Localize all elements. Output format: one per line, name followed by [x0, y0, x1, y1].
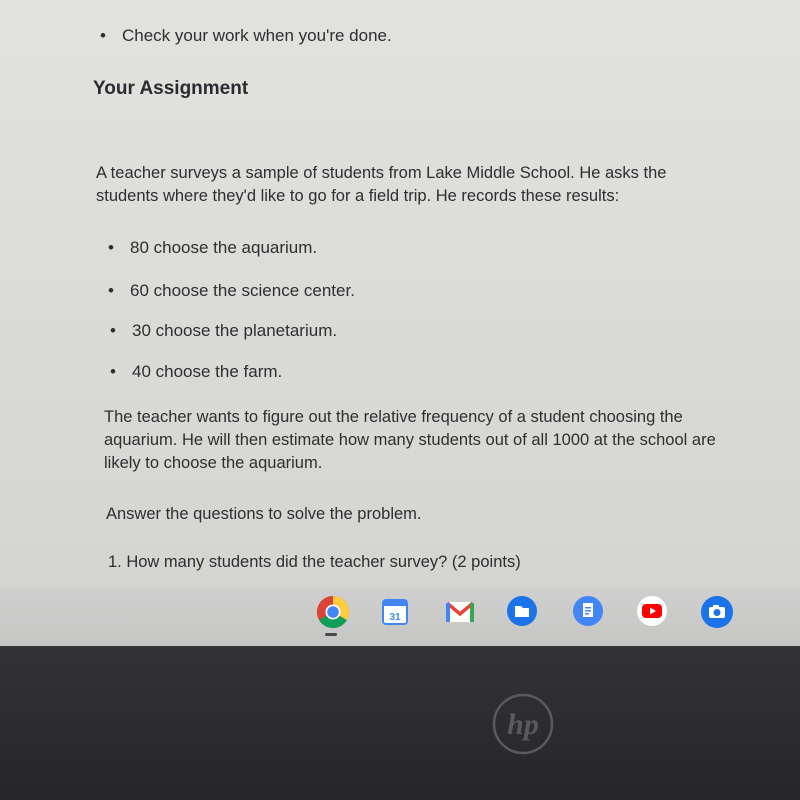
camera-icon[interactable]	[700, 595, 730, 625]
task-paragraph	[104, 406, 800, 475]
result-item	[110, 320, 337, 342]
files-icon[interactable]	[506, 595, 536, 625]
laptop-bezel	[0, 646, 800, 800]
calendar-day: 31	[389, 612, 401, 623]
active-app-indicator	[325, 633, 337, 636]
intro-line: students where they'd like to go for a field trip. He records these results:	[96, 187, 620, 205]
result-item	[110, 361, 282, 383]
chrome-icon[interactable]	[316, 595, 346, 625]
youtube-icon[interactable]	[636, 595, 666, 625]
intro-paragraph	[96, 162, 796, 208]
hp-logo-text: hp	[507, 708, 539, 741]
result-text: 30 choose the planetarium.	[132, 321, 338, 340]
instruction-text: Answer the questions to solve the problem.	[106, 505, 422, 523]
bullet-marker: •	[108, 281, 114, 300]
section-heading: Your Assignment	[93, 78, 249, 99]
task-line: aquarium. He will then estimate how many students out of all 1000 at the school are	[104, 431, 716, 449]
hp-logo	[492, 693, 554, 755]
result-item	[108, 237, 317, 259]
result-text: 80 choose the aquarium.	[130, 238, 318, 257]
question-1: 1. How many students did the teacher survey? (2 points)	[108, 553, 521, 571]
bullet-marker: •	[110, 362, 116, 381]
task-line: likely to choose the aquarium.	[104, 454, 323, 472]
top-bullet-item	[100, 25, 392, 47]
bullet-marker: •	[110, 321, 116, 340]
bullet-marker: •	[100, 26, 106, 45]
result-text: 40 choose the farm.	[132, 362, 283, 381]
result-item	[108, 280, 355, 302]
intro-line: A teacher surveys a sample of students from Lake Middle School. He asks the	[96, 164, 667, 182]
docs-icon[interactable]	[572, 595, 602, 625]
task-line: The teacher wants to figure out the relative frequency of a student choosing the	[104, 408, 683, 426]
result-text: 60 choose the science center.	[130, 281, 355, 300]
gmail-icon[interactable]	[445, 600, 475, 626]
bullet-marker: •	[108, 238, 114, 257]
calendar-icon[interactable]	[382, 599, 408, 625]
top-bullet-text: Check your work when you're done.	[122, 26, 392, 45]
